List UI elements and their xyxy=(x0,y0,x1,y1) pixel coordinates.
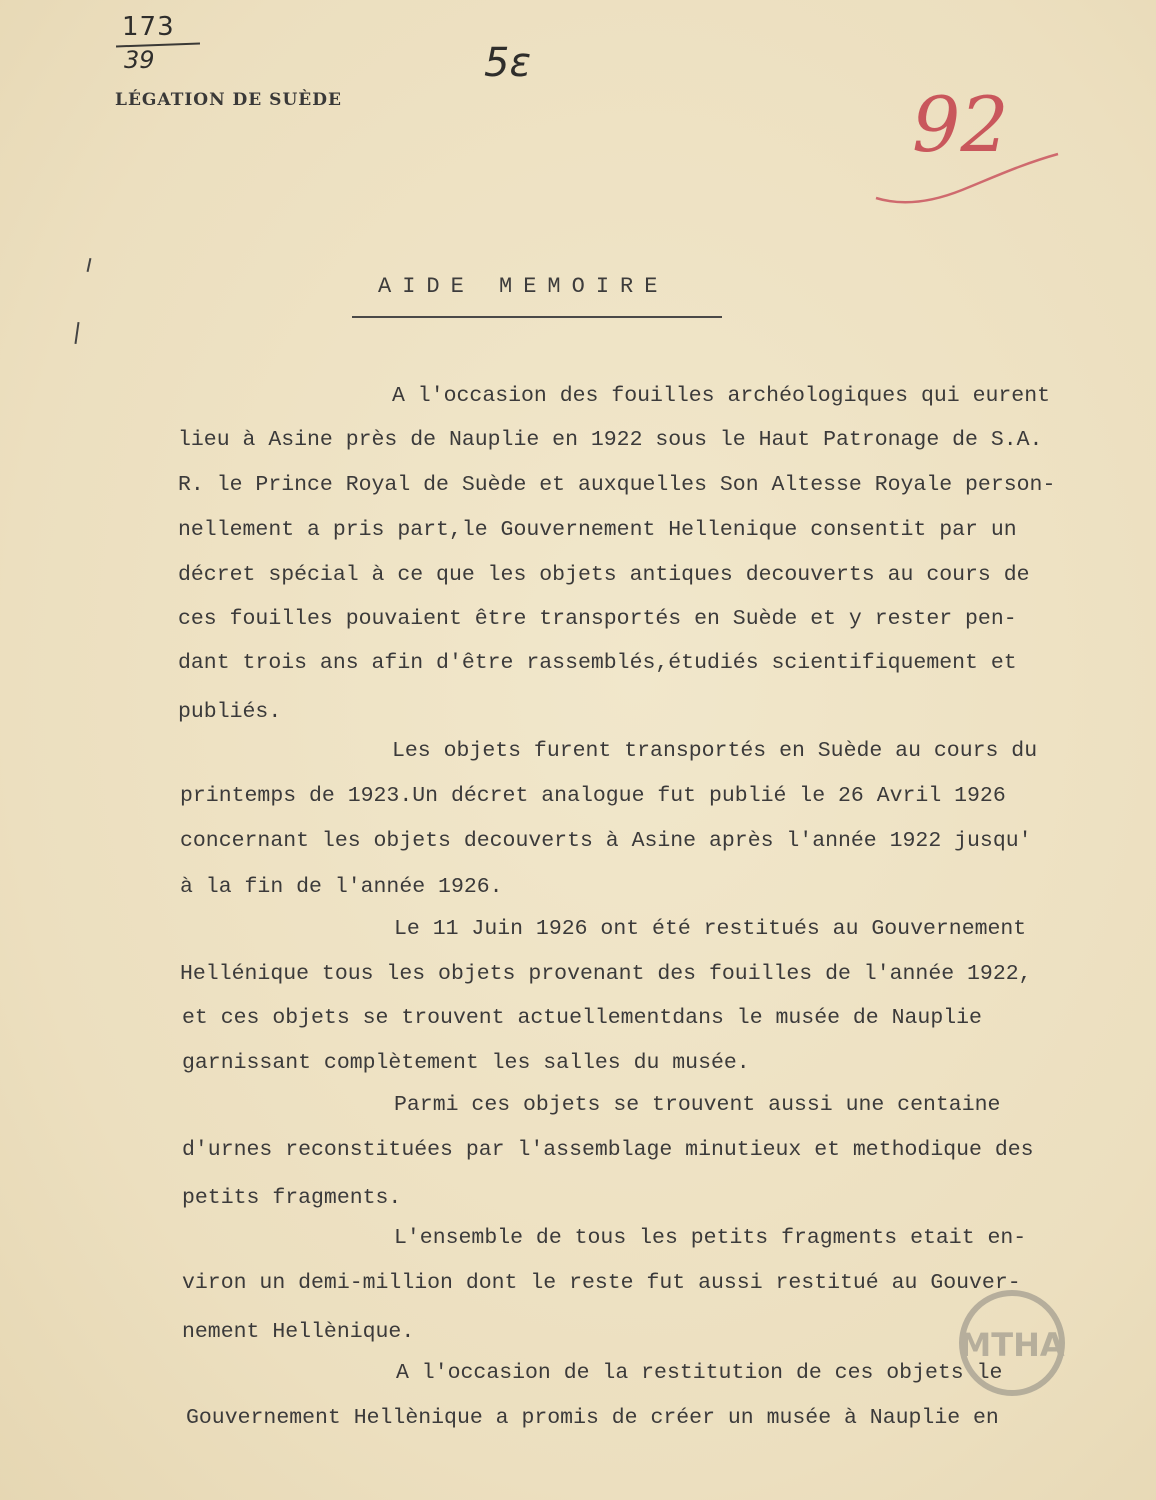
handwritten-note: 5ε xyxy=(484,40,532,86)
body-line: d'urnes reconstituées par l'assemblage minutieux et methodique des xyxy=(182,1138,1034,1162)
body-line: Parmi ces objets se trouvent aussi une centaine xyxy=(394,1093,1001,1117)
body-line: et ces objets se trouvent actuellementdans le musée de Nauplie xyxy=(182,1006,982,1030)
body-line: nement Hellènique. xyxy=(182,1320,415,1344)
stamp-text: MTHA xyxy=(959,1326,1065,1364)
file-number-bottom: 39 xyxy=(124,46,155,74)
folio-number: 92 xyxy=(912,80,1009,169)
body-line: lieu à Asine près de Nauplie en 1922 sous le Haut Patronage de S.A. xyxy=(178,428,1043,452)
document-title: AIDE MEMOIRE xyxy=(378,274,669,299)
title-underline xyxy=(352,316,722,318)
body-line: Le 11 Juin 1926 ont été restitués au Gouvernement xyxy=(394,917,1027,941)
body-line: viron un demi-million dont le reste fut aussi restitué au Gouver- xyxy=(182,1271,1021,1295)
body-line: dant trois ans afin d'être rassemblés,étudiés scientifiquement et xyxy=(178,651,1017,675)
body-line: Hellénique tous les objets provenant des fouilles de l'année 1922, xyxy=(180,962,1032,986)
body-line: Gouvernement Hellènique a promis de créer un musée à Nauplie en xyxy=(186,1406,999,1430)
body-line: A l'occasion des fouilles archéologiques qui eurent xyxy=(392,384,1051,408)
body-line: à la fin de l'année 1926. xyxy=(180,875,503,899)
body-line: nellement a pris part,le Gouvernement Hellenique consentit par un xyxy=(178,518,1017,542)
red-pencil-stroke xyxy=(872,150,1062,210)
file-number-top: 173 xyxy=(122,12,175,42)
letterhead: LÉGATION DE SUÈDE xyxy=(115,90,342,110)
archive-stamp xyxy=(952,1288,1072,1398)
body-line: printemps de 1923.Un décret analogue fut publié le 26 Avril 1926 xyxy=(180,784,1006,808)
body-line: publiés. xyxy=(178,700,282,724)
body-line: R. le Prince Royal de Suède et auxquelles Son Altesse Royale person- xyxy=(178,473,1056,497)
body-line: ces fouilles pouvaient être transportés en Suède et y rester pen- xyxy=(178,607,1017,631)
body-line: Les objets furent transportés en Suède au cours du xyxy=(392,739,1038,763)
body-line: L'ensemble de tous les petits fragments etait en- xyxy=(394,1226,1027,1250)
body-line: petits fragments. xyxy=(182,1186,402,1210)
body-line: garnissant complètement les salles du musée. xyxy=(182,1051,750,1075)
body-line: A l'occasion de la restitution de ces objets le xyxy=(396,1361,1003,1385)
body-line: concernant les objets decouverts à Asine après l'année 1922 jusqu' xyxy=(180,829,1032,853)
body-line: décret spécial à ce que les objets antiques decouverts au cours de xyxy=(178,563,1030,587)
